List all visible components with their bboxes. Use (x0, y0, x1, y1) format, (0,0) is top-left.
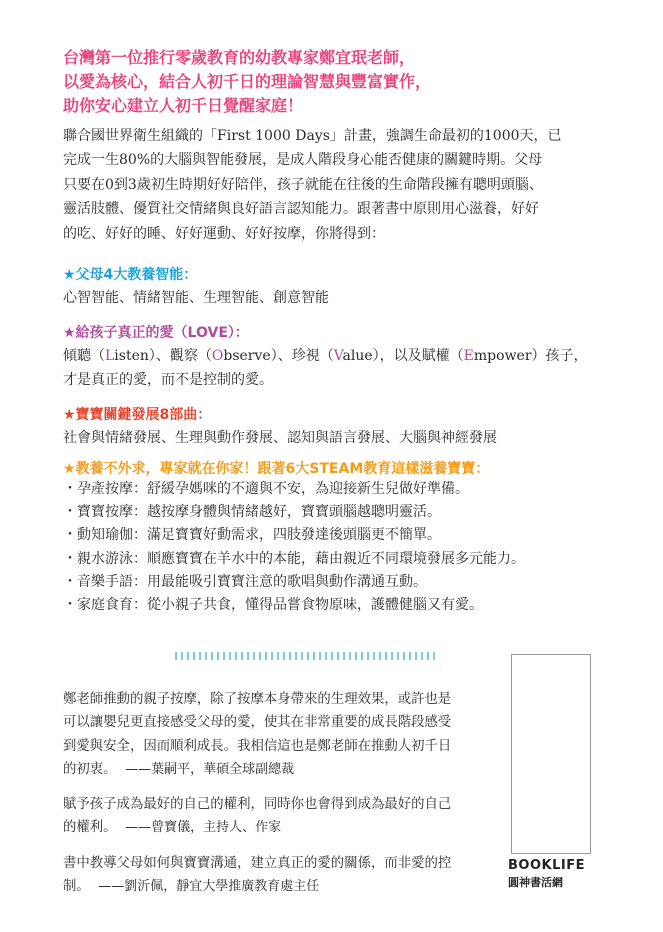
quote-signature: ——葉嗣平，華碩全球副總裁 (125, 761, 295, 777)
dotted-divider (175, 652, 435, 660)
section-parenting-intelligence-title: ★父母4大教養智能： (63, 267, 198, 283)
love-letter-l: L (105, 348, 115, 364)
list-item: ・孕產按摩：舒緩孕媽咪的不適與不安，為迎接新生兒做好準備。 (63, 481, 469, 497)
list-item: ・寶寶按摩：越按摩身體與情緒越好，寶寶頭腦越聰明靈活。 (63, 504, 441, 521)
barcode-placeholder (511, 654, 591, 854)
section-development-body: 社會與情緒發展、生理與動作發展、認知與語言發展、大腦與神經發展 (63, 430, 497, 446)
love-text: alue），以及賦權（ (342, 348, 464, 364)
quote-line-last (63, 816, 493, 839)
quote-line: 賦予孩子成為最好的自己的權利，同時你也會得到成為最好的自己 (63, 797, 452, 812)
section-love-body (63, 344, 588, 392)
quote-text: 的初衷。 (63, 761, 117, 777)
quote-text: 制。 (63, 879, 90, 895)
endorsement-quote-1 (63, 688, 493, 781)
love-text: mpower）孩子， (473, 348, 588, 364)
headline (63, 46, 623, 118)
love-letter-e: E (463, 348, 474, 364)
intro-line: 的吃、好好的睡、好好運動、好好按摩，你將得到： (63, 225, 385, 242)
quote-line: 鄭老師推動的親子按摩，除了按摩本身帶來的生理效果，或許也是 (63, 692, 452, 707)
publisher-logo (508, 858, 598, 890)
headline-line: 台灣第一位推行零歲教育的幼教專家鄭宜珉老師， (63, 48, 416, 67)
love-text: 傾聽（ (63, 348, 105, 364)
headline-line: 助你安心建立人初千日覺醒家庭！ (63, 96, 304, 115)
quote-line: 可以讓嬰兒更直接感受父母的愛，使其在非常重要的成長階段感受 (63, 715, 452, 731)
intro-line: 完成一生80%的大腦與智能發展，是成人階段身心能否健康的關鍵時期。父母 (63, 152, 543, 169)
quote-line-last (63, 758, 493, 781)
quote-line-last (63, 875, 493, 898)
love-line-2: 才是真正的愛，而不是控制的愛。 (63, 372, 273, 388)
quote-text: 的權利。 (63, 820, 117, 836)
intro-line: 聯合國世界衛生組織的「First 1000 Days」計畫，強調生命最初的1000天，已 (63, 128, 562, 144)
section-development-title: ★寶寶關鍵發展8部曲： (63, 407, 212, 423)
headline-line: 以愛為核心，結合人初千日的理論智慧與豐富實作， (63, 72, 432, 91)
love-text: isten）、觀察（ (114, 348, 212, 364)
quote-line: 到愛與安全，因而順利成長。我相信這也是鄭老師在推動人初千日 (63, 738, 452, 754)
logo-brand: BOOKLIFE (508, 858, 585, 873)
list-item: ・家庭食育：從小親子共食，懂得品嘗食物原味，護體健腦又有愛。 (63, 597, 483, 614)
section-steam-title: ★教養不外求，專家就在你家！跟著6大STEAM教育這樣滋養寶寶： (63, 461, 490, 477)
section-parenting-intelligence-body: 心智智能、情緒智能、生理智能、創意智能 (63, 290, 329, 306)
section-love-title: ★給孩子真正的愛（LOVE）： (63, 325, 249, 341)
quote-signature: ——曾寶儀，主持人、作家 (125, 820, 282, 836)
endorsement-quote-3 (63, 852, 493, 899)
list-item: ・動知瑜伽：滿足寶寶好動需求，四肢發達後頭腦更不簡單。 (63, 527, 441, 544)
quote-line: 書中教導父母如何與寶寶溝通，建立真正的愛的關係，而非愛的控 (63, 856, 452, 871)
quote-signature: ——劉沂佩，靜宜大學推廣教育處主任 (98, 879, 320, 895)
love-letter-v: V (333, 348, 343, 364)
love-letter-o: O (211, 348, 224, 364)
list-item: ・音樂手語：用最能吸引寶寶注意的歌唱與動作溝通互動。 (63, 573, 427, 590)
logo-subtitle: 圓神書活網 (508, 876, 563, 889)
list-item: ・親水游泳：順應寶寶在羊水中的本能，藉由親近不同環境發展多元能力。 (63, 550, 525, 567)
love-text: bserve）、珍視（ (223, 348, 334, 364)
love-line-1 (63, 344, 588, 368)
endorsement-quote-2 (63, 793, 493, 840)
intro-line: 靈活肢體、優質社交情緒與良好語言認知能力。跟著書中原則用心滋養，好好 (63, 201, 539, 218)
steam-bullet-list (63, 478, 525, 617)
intro-line: 只要在0到3歲初生時期好好陪伴，孩子就能在往後的生命階段擁有聰明頭腦、 (63, 176, 543, 193)
intro-paragraph (63, 124, 603, 246)
